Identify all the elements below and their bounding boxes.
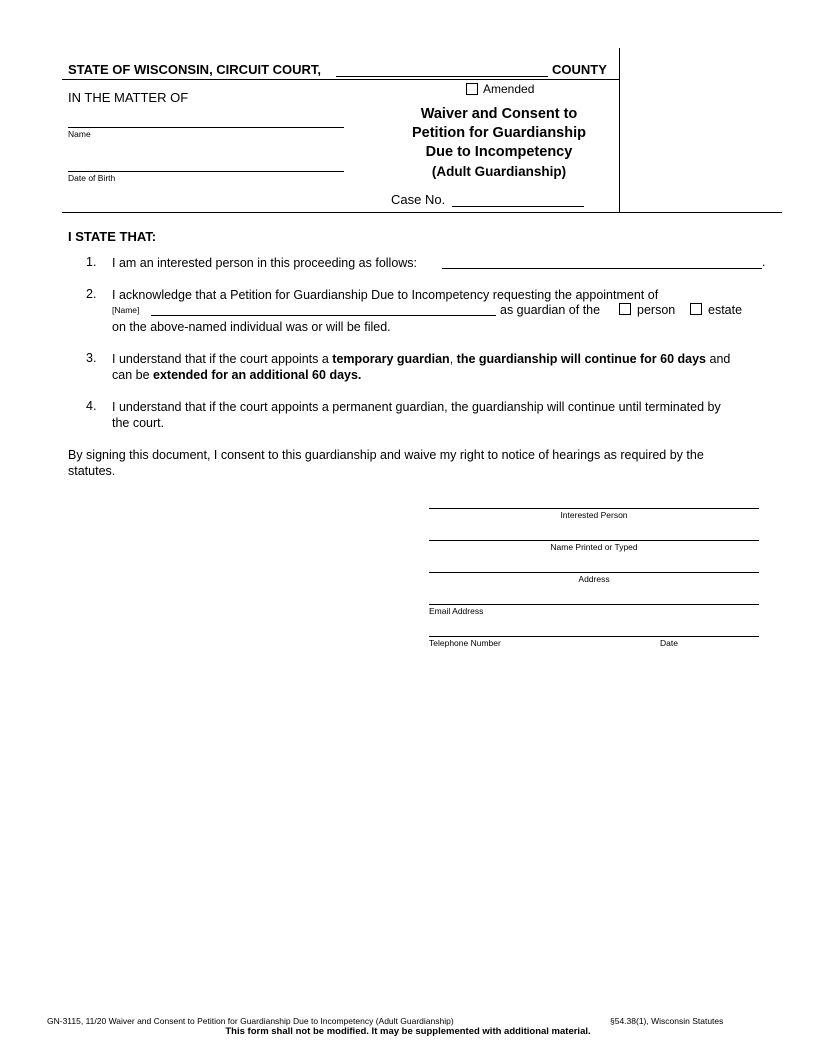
item4-line2: the court. xyxy=(112,416,165,430)
dob-label: Date of Birth xyxy=(68,173,116,183)
email-label: Email Address xyxy=(429,606,484,616)
email-field[interactable] xyxy=(429,604,759,605)
name-label: Name xyxy=(68,129,91,139)
amended-checkbox[interactable] xyxy=(466,83,478,95)
item3-t2: , xyxy=(449,352,454,366)
court-label: STATE OF WISCONSIN, CIRCUIT COURT, xyxy=(68,62,322,77)
title-line-1: Waiver and Consent to xyxy=(420,106,578,122)
footer-form-id: GN-3115, 11/20 Waiver and Consent to Petition for Guardianship Due to Incompetency (Adult Guardianship) xyxy=(47,1016,454,1026)
title-line-3: Due to Incompetency xyxy=(425,144,573,160)
item4-number: 4. xyxy=(86,399,97,413)
item3-t1: I understand that if the court appoints a xyxy=(112,352,329,366)
item3-line2 xyxy=(112,367,777,383)
item3-text xyxy=(112,351,777,383)
address-field[interactable] xyxy=(429,572,759,573)
item3-t3: and xyxy=(709,352,731,366)
footer-statute: §54.38(1), Wisconsin Statutes xyxy=(610,1016,724,1026)
title-line-2: Petition for Guardianship xyxy=(411,125,586,141)
name-printed-label: Name Printed or Typed xyxy=(550,542,638,552)
item1-period: . xyxy=(762,255,766,269)
case-no-field[interactable] xyxy=(452,206,584,207)
header-right-divider xyxy=(619,48,620,212)
header-bottom-rule xyxy=(62,212,782,213)
interest-field[interactable] xyxy=(442,268,762,269)
item3-60-days: the guardianship will continue for 60 days xyxy=(456,352,707,366)
header-court-underline xyxy=(62,79,619,80)
item4-text xyxy=(112,399,777,431)
case-no-label: Case No. xyxy=(391,192,446,207)
statement-heading: I STATE THAT: xyxy=(68,229,157,244)
county-field[interactable] xyxy=(336,76,548,77)
county-label: COUNTY xyxy=(552,62,607,77)
estate-checkbox[interactable] xyxy=(690,303,702,315)
form-title xyxy=(379,105,619,181)
interested-person-signature-field[interactable] xyxy=(429,508,759,509)
consent-line-1: By signing this document, I consent to this guardianship and waive my right to notice of hearings as required by the xyxy=(68,448,704,462)
item3-extension: extended for an additional 60 days. xyxy=(153,368,362,382)
estate-label: estate xyxy=(708,303,743,317)
consent-line-2: statutes. xyxy=(68,464,116,478)
in-the-matter-of: IN THE MATTER OF xyxy=(68,90,189,105)
footer-notice: This form shall not be modified. It may be supplemented with additional material. xyxy=(225,1026,591,1037)
item1-text: I am an interested person in this proceeding as follows: xyxy=(112,256,418,270)
address-label: Address xyxy=(578,574,610,584)
person-checkbox[interactable] xyxy=(619,303,631,315)
item3-t4: can be xyxy=(112,368,150,382)
item3-number: 3. xyxy=(86,351,97,365)
dob-field[interactable] xyxy=(68,171,344,172)
item2-line1: I acknowledge that a Petition for Guardianship Due to Incompetency requesting the appointment of xyxy=(112,288,659,302)
item2-number: 2. xyxy=(86,287,97,301)
interested-person-label: Interested Person xyxy=(560,510,628,520)
guardian-name-label: [Name] xyxy=(112,305,140,315)
item3-line1 xyxy=(112,351,777,367)
person-label: person xyxy=(637,303,676,317)
item4-line1: I understand that if the court appoints a permanent guardian, the guardianship will continue until terminated by xyxy=(112,400,721,414)
telephone-date-field[interactable] xyxy=(429,636,759,637)
item3-temporary-guardian: temporary guardian xyxy=(332,352,450,366)
guardian-name-field[interactable] xyxy=(151,315,496,316)
amended-label: Amended xyxy=(483,82,535,96)
guardian-of-label: as guardian of the xyxy=(500,303,601,317)
telephone-label: Telephone Number xyxy=(429,638,501,648)
date-label: Date xyxy=(660,638,678,648)
name-printed-field[interactable] xyxy=(429,540,759,541)
name-field[interactable] xyxy=(68,127,344,128)
item1-number: 1. xyxy=(86,255,97,269)
form-subtitle: (Adult Guardianship) xyxy=(431,164,567,179)
consent-paragraph xyxy=(68,447,778,479)
item2-line3: on the above-named individual was or will be filed. xyxy=(112,320,391,334)
